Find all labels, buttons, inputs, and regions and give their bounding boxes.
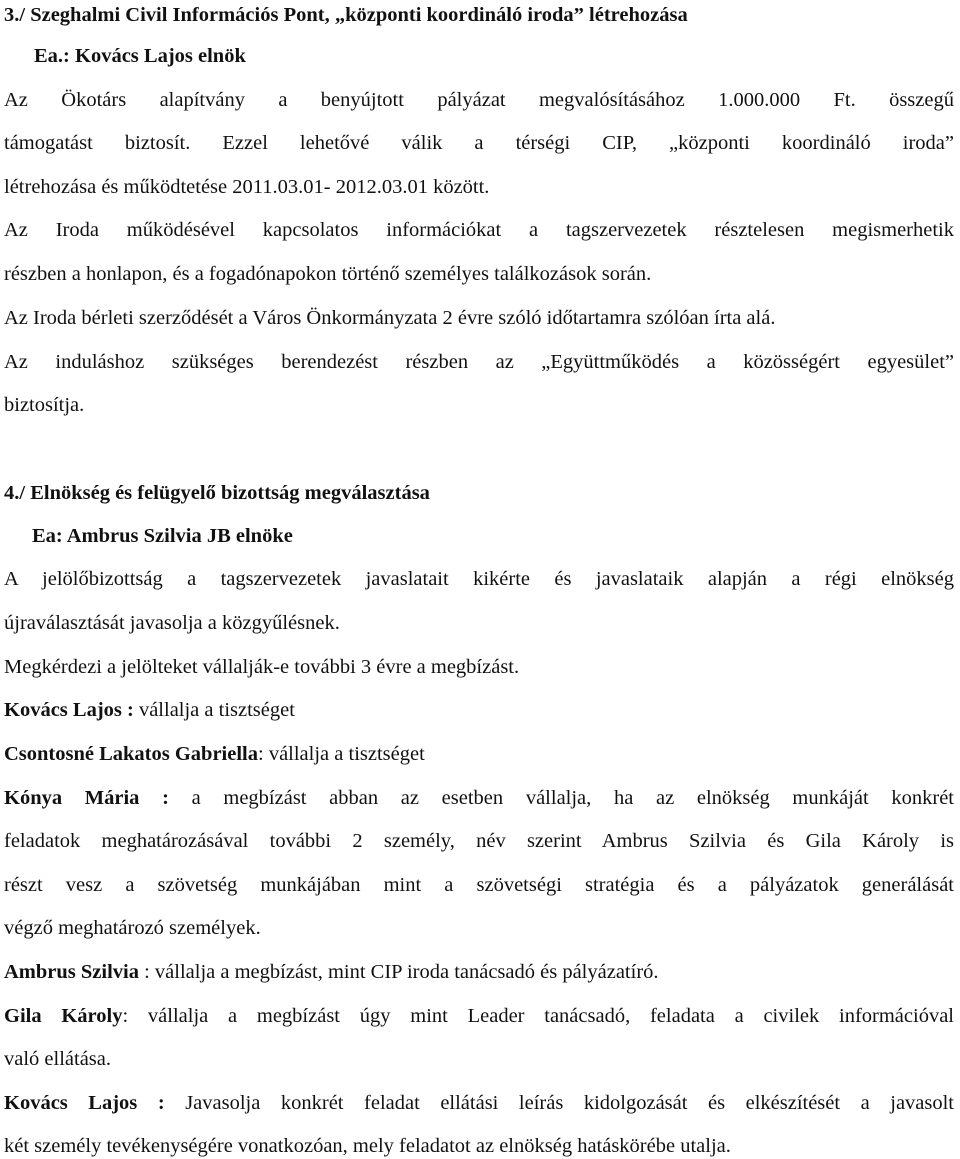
section-3-paragraph-3-line-1: Az Iroda bérleti szerződését a Város Önkormányzata 2 évre szóló időtartamra szólóan írta alá. <box>4 307 776 329</box>
section-4-subheading: Ea: Ambrus Szilvia JB elnöke <box>32 525 293 547</box>
csontosne-statement <box>4 741 954 767</box>
kovacs-statement-2-line-2: két személy tevékenységére vonatkozóan, mely feladatot az elnökség hatáskörébe utalja. <box>4 1135 731 1157</box>
csontosne-text: : vállalja a tisztséget <box>258 743 425 765</box>
section-3-paragraph-2-line-2: részben a honlapon, és a fogadónapokon történő személyes találkozások során. <box>4 263 652 285</box>
kovacs-statement-1 <box>4 697 954 723</box>
section-4-heading: 4./ Elnökség és felügyelő bizottság megválasztása <box>4 482 430 504</box>
section-3-heading: 3./ Szeghalmi Civil Információs Pont, „központi koordináló iroda” létrehozása <box>4 4 688 26</box>
section-4-paragraph-1-line-2: újraválasztását javasolja a közgyűlésnek. <box>4 612 340 634</box>
konya-statement-line-3: részt vesz a szövetség munkájában mint a szövetségi stratégia és a pályázatok generálását <box>4 874 954 896</box>
section-3-subheading: Ea.: Kovács Lajos elnök <box>34 45 246 67</box>
konya-statement-line-1 <box>4 785 954 811</box>
ambrus-name: Ambrus Szilvia <box>4 961 139 983</box>
kovacs-text-2: Javasolja konkrét feladat ellátási leírás kidolgozását és elkészítését a javasolt <box>164 1092 955 1114</box>
section-3-paragraph-1-line-3: létrehozása és működtetése 2011.03.01- 2012.03.01 között. <box>4 176 490 198</box>
kovacs-text-1: vállalja a tisztséget <box>133 699 295 721</box>
section-3-paragraph-4-line-1: Az induláshoz szükséges berendezést részben az „Együttműködés a közösségért egyesület” <box>4 351 954 373</box>
section-3-paragraph-4-line-2: biztosítja. <box>4 394 85 416</box>
konya-name: Kónya Mária : <box>4 787 169 809</box>
gila-text-1: : vállalja a megbízást úgy mint Leader tanácsadó, feladata a civilek információval <box>122 1005 954 1027</box>
kovacs-name-2: Kovács Lajos : <box>4 1092 165 1114</box>
ambrus-text: : vállalja a megbízást, mint CIP iroda tanácsadó és pályázatíró. <box>138 961 659 983</box>
gila-statement-line-2: való ellátása. <box>4 1048 112 1070</box>
gila-statement-line-1 <box>4 1003 954 1029</box>
section-3-paragraph-1-line-1: Az Ökotárs alapítvány a benyújtott pályázat megvalósításához 1.000.000 Ft. összegű <box>4 89 954 111</box>
konya-statement-line-4: végző meghatározó személyek. <box>4 917 261 939</box>
konya-text-1: a megbízást abban az esetben vállalja, ha az elnökség munkáját konkrét <box>168 787 954 809</box>
section-4-paragraph-2-line-1: Megkérdezi a jelölteket vállalják-e további 3 évre a megbízást. <box>4 656 520 678</box>
section-3-paragraph-2-line-1: Az Iroda működésével kapcsolatos információkat a tagszervezetek résztelesen megismerhetik <box>4 219 954 241</box>
konya-statement-line-2: feladatok meghatározásával további 2 személy, név szerint Ambrus Szilvia és Gila Károly is <box>4 830 954 852</box>
csontosne-name: Csontosné Lakatos Gabriella <box>4 743 258 765</box>
section-3-paragraph-1-line-2: támogatást biztosít. Ezzel lehetővé válik a térségi CIP, „központi koordináló iroda” <box>4 132 954 154</box>
ambrus-statement <box>4 959 954 985</box>
kovacs-statement-2-line-1 <box>4 1090 954 1116</box>
kovacs-name-1: Kovács Lajos : <box>4 699 134 721</box>
gila-name: Gila Károly <box>4 1005 123 1027</box>
section-4-paragraph-1-line-1: A jelölőbizottság a tagszervezetek javaslatait kikérte és javaslataik alapján a régi elnökség <box>4 568 954 590</box>
